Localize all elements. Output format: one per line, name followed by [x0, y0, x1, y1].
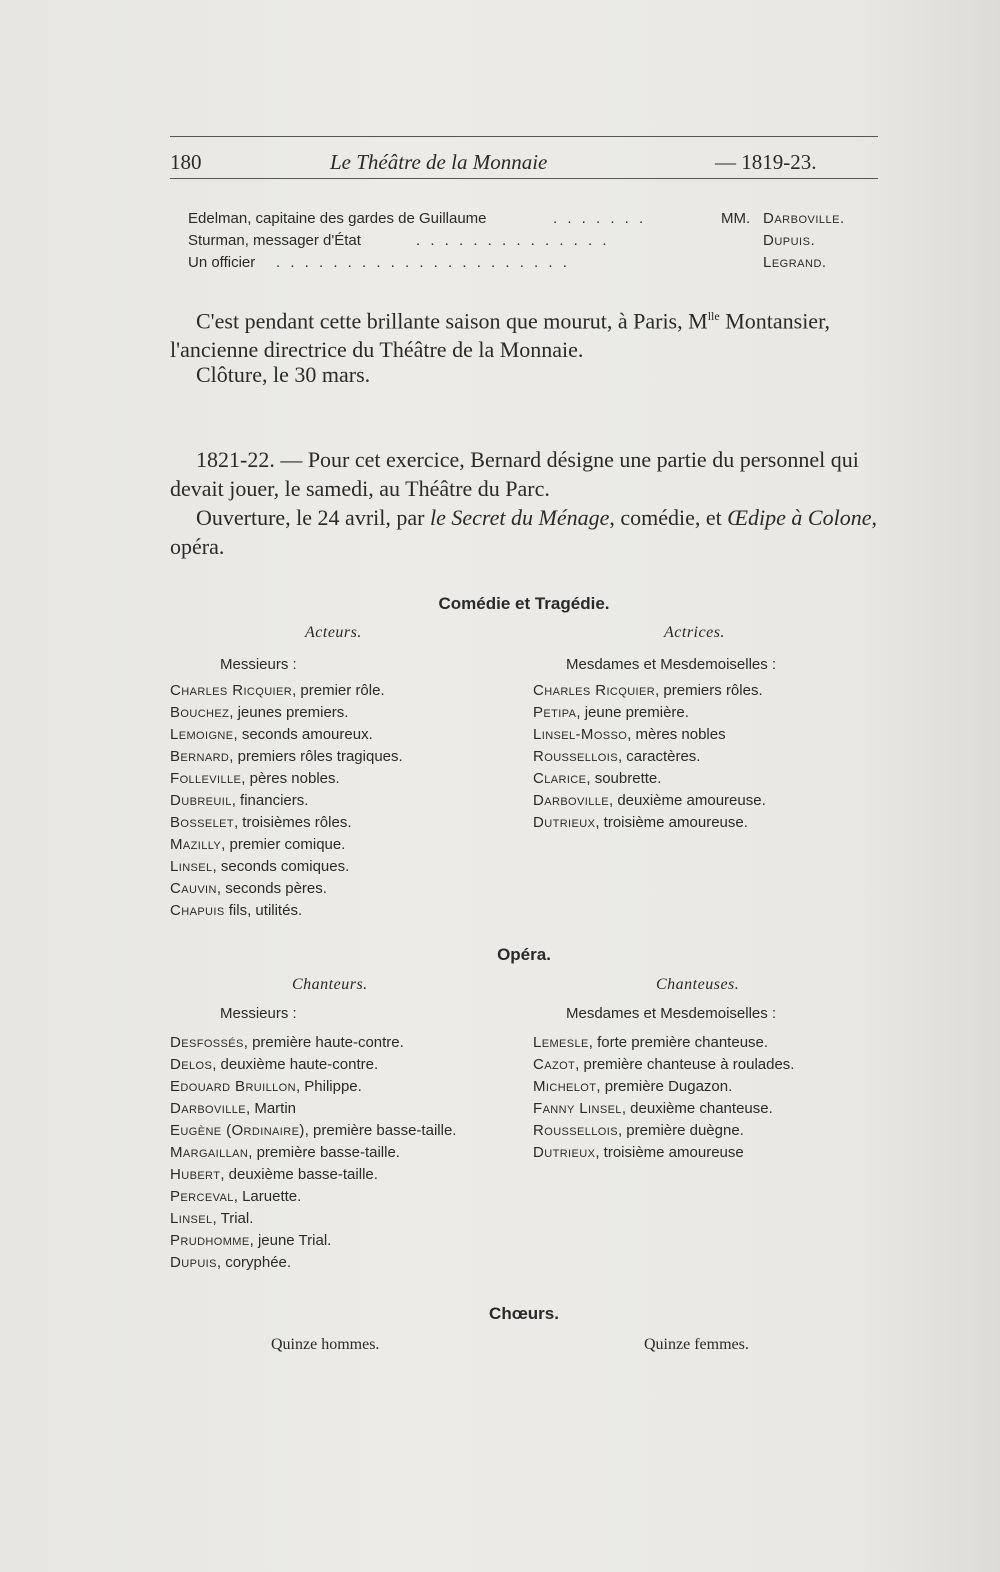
- performer-name: Clarice: [533, 770, 587, 787]
- list-item: [170, 1142, 456, 1164]
- list-item: [170, 1076, 456, 1098]
- performer-name: Linsel-Mosso: [533, 726, 628, 743]
- performer-role: , seconds comiques.: [212, 858, 350, 875]
- performer-role: , jeunes premiers.: [229, 704, 349, 721]
- performer-role: , troisième amoureuse: [595, 1144, 744, 1161]
- performer-role: , deuxième haute-contre.: [212, 1056, 379, 1073]
- actresses-list: [533, 680, 766, 834]
- performer-role: , coryphée.: [216, 1254, 292, 1271]
- paragraph-montansier: [170, 302, 878, 364]
- list-item: [170, 790, 403, 812]
- paragraph-text: , opéra.: [170, 505, 877, 559]
- performer-role: , jeune première.: [576, 704, 689, 721]
- paragraph-text: , comédie, et: [609, 505, 728, 530]
- list-item: [533, 1032, 794, 1054]
- performer-role: , forte première chanteuse.: [588, 1034, 769, 1051]
- actors-list: [170, 680, 403, 922]
- chanteuses-list: [533, 1032, 794, 1164]
- list-item: [170, 1230, 456, 1252]
- top-rule: [170, 136, 878, 137]
- list-item: [533, 1098, 794, 1120]
- column-subheading: Messieurs :: [220, 1005, 297, 1022]
- performer-role: , Martin: [245, 1100, 296, 1117]
- performer-name: Hubert: [170, 1166, 221, 1183]
- list-item: [170, 1252, 456, 1274]
- list-item: [170, 856, 403, 878]
- running-years: — 1819-23.: [715, 150, 817, 174]
- column-heading: Actrices.: [664, 624, 725, 641]
- paragraph-closing: Clôture, le 30 mars.: [196, 362, 371, 387]
- list-item: [170, 1164, 456, 1186]
- performer-name: Cauvin: [170, 880, 217, 897]
- list-item: [170, 878, 403, 900]
- list-item: [170, 724, 403, 746]
- paragraph-text: Montansier, l'ancienne directrice du Théâtre de la Monnaie.: [170, 308, 831, 363]
- performer-name: Bosselet: [170, 814, 234, 831]
- list-item: [533, 790, 766, 812]
- performer-role: , seconds pères.: [216, 880, 327, 897]
- performer-name: Lemoigne: [170, 726, 234, 743]
- performer-role: , première Dugazon.: [596, 1078, 733, 1095]
- column-heading: Chanteuses.: [656, 976, 740, 993]
- performer-role: , Laruette.: [233, 1188, 302, 1205]
- list-item: [170, 834, 403, 856]
- performer-role: , première haute-contre.: [243, 1034, 404, 1051]
- section-title-comedie: Comédie et Tragédie.: [438, 594, 610, 613]
- performer-name: Edouard Bruillon: [170, 1078, 296, 1095]
- list-item: [533, 724, 766, 746]
- performer-role: , Trial.: [212, 1210, 254, 1227]
- performer-role: , première chanteuse à roulades.: [575, 1056, 795, 1073]
- cast-prefix: MM.: [721, 210, 751, 227]
- header-rule: [170, 178, 878, 179]
- performer-role: fils, utilités.: [224, 902, 303, 919]
- performer-role: , premiers rôles.: [655, 682, 763, 699]
- performer-role: , premier comique.: [221, 836, 346, 853]
- performer-name: Dutrieux: [533, 814, 596, 831]
- list-item: [533, 1142, 794, 1164]
- performer-role: , pères nobles.: [241, 770, 340, 787]
- cast-row: [188, 254, 864, 276]
- performer-name: Dupuis: [170, 1254, 217, 1271]
- running-title: Le Théâtre de la Monnaie: [330, 150, 548, 174]
- performer-role: , premiers rôles tragiques.: [229, 748, 403, 765]
- performer-role: , deuxième basse-taille.: [220, 1166, 378, 1183]
- page-number: 180: [170, 150, 202, 174]
- list-item: [170, 768, 403, 790]
- cast-actor: Dupuis.: [763, 232, 816, 249]
- list-item: [170, 1032, 456, 1054]
- list-item: [533, 680, 766, 702]
- performer-name: Roussellois: [533, 748, 618, 765]
- performer-name: Eugène (Ordinaire): [170, 1122, 305, 1139]
- section-title-opera: Opéra.: [497, 945, 551, 964]
- performer-name: Chapuis: [170, 902, 225, 919]
- paragraph-text: C'est pendant cette brillante saison que mourut, à Paris, M: [196, 308, 708, 334]
- performer-role: , caractères.: [617, 748, 701, 765]
- performer-name: Desfossés: [170, 1034, 244, 1051]
- cast-row: [188, 210, 864, 232]
- performer-role: , deuxième chanteuse.: [621, 1100, 773, 1117]
- performer-name: Lemesle: [533, 1034, 589, 1051]
- performer-role: , mères nobles: [627, 726, 726, 743]
- performer-name: Darboville: [170, 1100, 246, 1117]
- running-header: [170, 150, 878, 180]
- performer-role: , soubrette.: [586, 770, 662, 787]
- performer-role: , deuxième amoureuse.: [608, 792, 766, 809]
- list-item: [170, 702, 403, 724]
- leader-dots: . . . . . . . . . . . . . .: [416, 232, 610, 249]
- column-subheading: Mesdames et Mesdemoiselles :: [566, 1005, 777, 1022]
- list-item: [533, 1054, 794, 1076]
- performer-name: Linsel: [170, 1210, 213, 1227]
- performer-name: Petipa: [533, 704, 577, 721]
- paragraph-text: Ouverture, le 24 avril, par: [196, 505, 430, 530]
- performer-role: , jeune Trial.: [249, 1232, 332, 1249]
- list-item: [533, 768, 766, 790]
- list-item: [533, 1120, 794, 1142]
- section-title-choeurs: Chœurs.: [489, 1304, 559, 1323]
- column-subheading: Mesdames et Mesdemoiselles :: [566, 656, 777, 673]
- list-item: [170, 900, 403, 922]
- performer-role: , financiers.: [231, 792, 309, 809]
- choir-men: Quinze hommes.: [271, 1336, 380, 1353]
- performer-role: , première basse-taille.: [248, 1144, 400, 1161]
- performer-role: , troisième amoureuse.: [595, 814, 748, 831]
- performer-role: , troisièmes rôles.: [233, 814, 352, 831]
- list-item: [533, 746, 766, 768]
- performer-name: Margaillan: [170, 1144, 249, 1161]
- performer-name: Folleville: [170, 770, 242, 787]
- performer-name: Mazilly: [170, 836, 222, 853]
- list-item: [170, 680, 403, 702]
- performer-role: , premier rôle.: [292, 682, 385, 699]
- performer-name: Darboville: [533, 792, 609, 809]
- list-item: [170, 1186, 456, 1208]
- list-item: [533, 702, 766, 724]
- performer-name: Delos: [170, 1056, 213, 1073]
- list-item: [170, 1098, 456, 1120]
- work-title: le Secret du Ménage: [429, 505, 610, 530]
- leader-dots: . . . . . . .: [553, 210, 647, 227]
- cast-row: [188, 232, 864, 254]
- work-title: Œdipe à Colone: [727, 505, 872, 530]
- column-subheading: Messieurs :: [220, 656, 297, 673]
- performer-name: Charles Ricquier: [170, 682, 293, 699]
- column-heading: Chanteurs.: [292, 976, 368, 993]
- performer-name: Charles Ricquier: [533, 682, 656, 699]
- performer-name: Perceval: [170, 1188, 234, 1205]
- paragraph-season: 1821-22. — Pour cet exercice, Bernard désigne une partie du personnel qui devait jouer, le samedi, au Théâtre du Parc.: [170, 447, 859, 501]
- performer-name: Fanny Linsel: [533, 1100, 622, 1117]
- cast-role: Edelman, capitaine des gardes de Guillaume: [188, 210, 487, 227]
- performer-role: , Philippe.: [295, 1078, 362, 1095]
- list-item: [533, 1076, 794, 1098]
- performer-role: , première duègne.: [617, 1122, 744, 1139]
- singers-list: [170, 1032, 456, 1274]
- list-item: [170, 1208, 456, 1230]
- performer-role: , seconds amoureux.: [233, 726, 373, 743]
- list-item: [170, 1120, 456, 1142]
- leader-dots: . . . . . . . . . . . . . . . . . . . . .: [276, 254, 570, 271]
- list-item: [170, 1054, 456, 1076]
- performer-name: Bernard: [170, 748, 230, 765]
- performer-name: Michelot: [533, 1078, 597, 1095]
- cast-actor: Legrand.: [763, 254, 827, 271]
- list-item: [170, 812, 403, 834]
- performer-role: , première basse-taille.: [304, 1122, 457, 1139]
- performer-name: Bouchez: [170, 704, 230, 721]
- list-item: [533, 812, 766, 834]
- superscript: lle: [707, 309, 720, 323]
- performer-name: Prudhomme: [170, 1232, 250, 1249]
- cast-role: Sturman, messager d'État: [188, 232, 361, 249]
- performer-name: Linsel: [170, 858, 213, 875]
- column-heading: Acteurs.: [305, 624, 362, 641]
- list-item: [170, 746, 403, 768]
- performer-name: Dubreuil: [170, 792, 232, 809]
- performer-name: Dutrieux: [533, 1144, 596, 1161]
- cast-role: Un officier: [188, 254, 256, 271]
- performer-name: Cazot: [533, 1056, 576, 1073]
- performer-name: Roussellois: [533, 1122, 618, 1139]
- choir-women: Quinze femmes.: [644, 1336, 749, 1353]
- cast-actor: Darboville.: [763, 210, 845, 227]
- paragraph-opening: [170, 503, 878, 561]
